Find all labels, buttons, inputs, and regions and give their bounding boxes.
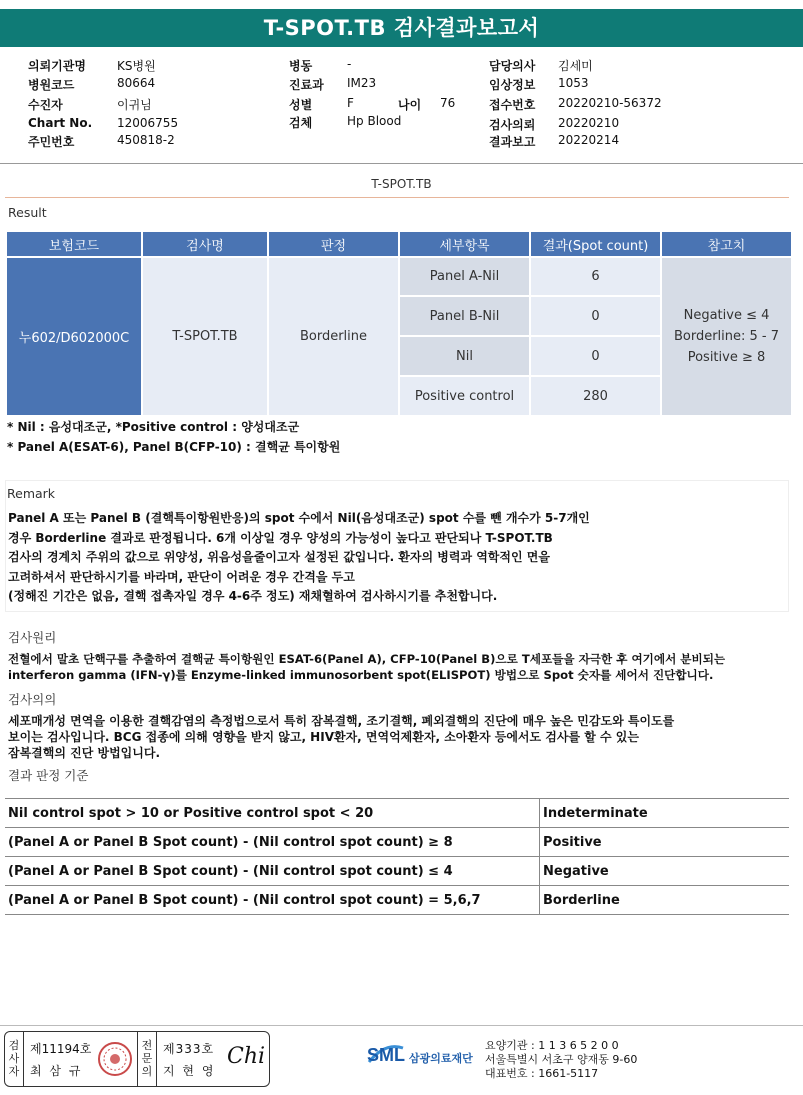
note-panel: * Panel A(ESAT-6), Panel B(CFP-10) : 결핵균 특이항원 xyxy=(7,440,341,454)
significance-line: 보이는 검사입니다. BCG 접종에 의해 영향을 받지 않고, HIV환자, 면역억제환자, 소아환자 등에서도 검사를 할 수 있는 xyxy=(8,730,639,744)
header-divider xyxy=(0,163,803,164)
label-requesting-org: 의뢰기관명 xyxy=(28,59,86,73)
detail-item-cell: Nil xyxy=(399,336,530,376)
remark-text xyxy=(8,509,590,607)
label-department: 진료과 xyxy=(289,78,324,92)
label-patient: 수진자 xyxy=(28,98,63,112)
section-caption: T-SPOT.TB xyxy=(371,177,432,191)
result-table xyxy=(5,230,793,417)
criteria-result: Negative xyxy=(540,857,790,886)
remark-line: 고려하셔서 판단하시기를 바라며, 판단이 어려운 경우 간격을 두고 xyxy=(8,569,355,584)
inspector-name: 최 삼 규 xyxy=(30,1064,83,1078)
criteria-condition: Nil control spot > 10 or Positive control spot < 20 xyxy=(5,799,540,828)
logo-text: SML xyxy=(367,1045,405,1065)
value-request-date: 20220210 xyxy=(558,116,620,130)
reference-positive: Positive ≥ 8 xyxy=(687,350,766,365)
value-sex: F xyxy=(347,96,354,110)
significance-text xyxy=(8,713,674,761)
header-detail-item: 세부항목 xyxy=(399,231,530,257)
value-receipt-no: 20220210-56372 xyxy=(558,96,662,110)
significance-line: 잠복결핵의 진단 방법입니다. xyxy=(8,746,161,760)
remark-line: 검사의 경계치 주위의 값으로 위양성, 위음성을줄이고자 설정된 값입니다. 환자의 병력과 역학적인 면을 xyxy=(8,550,550,564)
table-row xyxy=(5,857,789,886)
inspector-vertical-label xyxy=(7,1039,21,1078)
doctor-signature: Chi xyxy=(227,1044,266,1069)
value-physician: 김세미 xyxy=(558,59,593,73)
criteria-table xyxy=(5,799,789,915)
table-row xyxy=(5,886,789,915)
caption-divider xyxy=(5,197,789,198)
header-judgement: 판정 xyxy=(268,231,399,257)
remark-label: Remark xyxy=(7,486,56,501)
header-spot-count: 결과(Spot count) xyxy=(530,231,661,257)
label-char: 의 xyxy=(141,1065,153,1078)
value-report-date: 20220214 xyxy=(558,133,620,147)
value-chart-no: 12006755 xyxy=(117,116,179,130)
inspector-seal-icon xyxy=(97,1041,133,1077)
reference-negative: Negative ≤ 4 xyxy=(683,308,770,323)
label-receipt-no: 접수번호 xyxy=(489,98,536,112)
label-char: 문 xyxy=(141,1052,153,1065)
value-hospital-code: 80664 xyxy=(117,76,156,90)
criteria-result: Indeterminate xyxy=(540,799,790,828)
criteria-condition: (Panel A or Panel B Spot count) - (Nil control spot count) = 5,6,7 xyxy=(5,886,540,915)
value-department: IM23 xyxy=(347,76,377,90)
value-clinical-info: 1053 xyxy=(558,76,589,90)
spot-count-cell: 0 xyxy=(530,336,661,376)
value-resident-no: 450818-2 xyxy=(117,133,175,147)
value-patient: 이귀님 xyxy=(117,98,152,112)
header-reference: 참고치 xyxy=(661,231,792,257)
spot-count-cell: 6 xyxy=(530,257,661,296)
value-age: 76 xyxy=(440,96,456,110)
label-sex: 성별 xyxy=(289,98,313,112)
detail-item-cell: Panel B-Nil xyxy=(399,296,530,336)
signature-separator xyxy=(156,1032,157,1086)
detail-item-cell: Panel A-Nil xyxy=(399,257,530,296)
footer-divider xyxy=(0,1025,803,1026)
label-char: 전 xyxy=(141,1039,153,1052)
header-test-name: 검사명 xyxy=(142,231,268,257)
doctor-name: 지 현 영 xyxy=(163,1064,216,1078)
inspector-license-no: 제11194호 xyxy=(30,1042,92,1056)
remark-line: 경우 Borderline 결과로 판정됩니다. 6개 이상일 경우 양성의 가능성이 높다고 판단되나 T-SPOT.TB xyxy=(8,530,553,545)
signature-separator xyxy=(137,1032,138,1086)
result-label: Result xyxy=(8,205,47,220)
label-char: 검 xyxy=(8,1039,20,1052)
criteria-condition: (Panel A or Panel B Spot count) - (Nil control spot count) ≥ 8 xyxy=(5,828,540,857)
test-name-cell: T-SPOT.TB xyxy=(142,257,268,416)
doctor-vertical-label xyxy=(140,1039,154,1078)
logo-org-name: 삼광의료재단 xyxy=(409,1052,473,1065)
criteria-result: Borderline xyxy=(540,886,790,915)
label-specimen: 검체 xyxy=(289,116,313,130)
significance-label: 검사의의 xyxy=(8,692,57,707)
footer-info xyxy=(485,1039,637,1081)
label-report-date: 결과보고 xyxy=(489,135,536,149)
report-title: T-SPOT.TB 검사결과보고서 xyxy=(0,9,803,47)
signature-separator xyxy=(23,1032,24,1086)
reference-borderline: Borderline: 5 - 7 xyxy=(673,329,780,344)
value-specimen: Hp Blood xyxy=(347,114,402,128)
judgement-cell: Borderline xyxy=(268,257,399,416)
doctor-license-no: 제333호 xyxy=(163,1042,215,1056)
remark-line: (정해진 기간은 없음, 결핵 접촉자일 경우 4-6주 정도) 재채혈하여 검사하시기를 추천합니다. xyxy=(8,589,498,603)
label-resident-no: 주민번호 xyxy=(28,135,75,149)
principle-label: 검사원리 xyxy=(8,630,57,645)
criteria-label: 결과 판정 기준 xyxy=(8,768,89,783)
label-char: 사 xyxy=(8,1052,20,1065)
insurance-code-cell: 누602/D602000C xyxy=(6,257,142,416)
table-row xyxy=(5,799,789,828)
table-row xyxy=(6,257,792,296)
signature-box xyxy=(4,1031,270,1087)
result-table-header xyxy=(6,231,792,257)
principle-line: 전혈에서 말초 단핵구를 추출하여 결핵균 특이항원인 ESAT-6(Panel A), CFP-10(Panel B)으로 T세포들을 자극한 후 여기에서 분비되는 xyxy=(8,652,726,666)
spot-count-cell: 0 xyxy=(530,296,661,336)
significance-line: 세포매개성 면역을 이용한 결핵감염의 측정법으로서 특히 잠복결핵, 조기결핵, 폐외결핵의 진단에 매우 높은 민감도와 특이도를 xyxy=(8,714,675,728)
criteria-condition: (Panel A or Panel B Spot count) - (Nil control spot count) ≤ 4 xyxy=(5,857,540,886)
spot-count-cell: 280 xyxy=(530,376,661,416)
label-ward: 병동 xyxy=(289,59,313,73)
header-insurance-code: 보험코드 xyxy=(6,231,142,257)
remark-line: Panel A 또는 Panel B (결핵특이항원반응)의 spot 수에서 Nil(음성대조군) spot 수를 뺀 개수가 5-7개인 xyxy=(8,511,590,525)
label-chart-no: Chart No. xyxy=(28,116,93,130)
label-request-date: 검사의뢰 xyxy=(489,118,536,132)
label-age: 나이 xyxy=(398,98,422,112)
detail-item-cell: Positive control xyxy=(399,376,530,416)
phone-number: 대표번호 : 1661-5117 xyxy=(485,1067,599,1080)
address: 서울특별시 서초구 양재동 9-60 xyxy=(485,1053,638,1066)
value-ward: - xyxy=(347,57,352,71)
label-physician: 담당의사 xyxy=(489,59,536,73)
label-clinical-info: 임상정보 xyxy=(489,78,536,92)
reference-cell xyxy=(661,257,792,416)
label-hospital-code: 병원코드 xyxy=(28,78,75,92)
principle-text xyxy=(8,651,725,683)
label-char: 자 xyxy=(8,1065,20,1078)
principle-line: interferon gamma (IFN-γ)를 Enzyme-linked immunosorbent spot(ELISPOT) 방법으로 Spot 숫자를 세어서 진단합니다. xyxy=(8,668,714,682)
care-org-number: 요양기관 : 1 1 3 6 5 2 0 0 xyxy=(485,1039,619,1052)
value-requesting-org: KS병원 xyxy=(117,59,156,73)
criteria-result: Positive xyxy=(540,828,790,857)
table-row xyxy=(5,828,789,857)
note-nil: * Nil : 음성대조군, *Positive control : 양성대조군 xyxy=(7,420,300,434)
